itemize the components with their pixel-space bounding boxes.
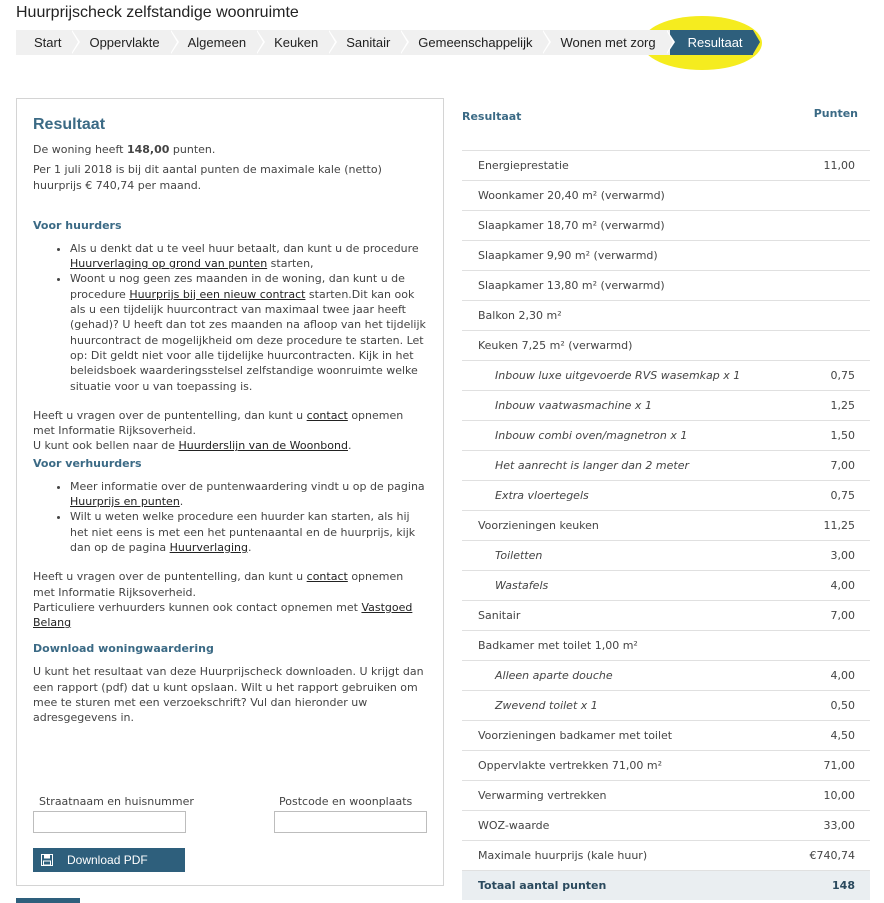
step-algemeen[interactable]: Algemeen [170,30,257,55]
huurderslijn-link[interactable]: Huurderslijn van de Woonbond [178,439,348,453]
row-label: Alleen aparte douche [495,669,613,682]
vastgoed-belang-link[interactable]: Vastgoed Belang [33,600,413,630]
list-item: • Woont u nog geen zes maanden in de woning, dan kunt u de procedure Huurprijs bij een nieuw contract starten.Dit kan ook als u een tijdelijk huurcontract van maximaal twee jaar heeft (gehad)? U heeft dan tot zes maanden na afloop van het tijdelijk huurcontract de mogelijkheid om deze procedure te starten. Let op: Dit geldt niet voor alle tijdelijke huurcontracten. Kijk in het beleidsboek waarderingsstelsel zelfstandige woonruimte welke situatie voor u van toepassing is. [70,271,427,393]
table-row [462,480,870,510]
table-row [462,840,870,870]
download-text: U kunt het resultaat van deze Huurprijscheck downloaden. U krijgt dan een rapport (pdf) dat u kunt opslaan. Wilt u het rapport gebruiken om mee te sturen met een verzoekschrift? Vul dan hieronder uw adresgegevens in. [33,665,424,725]
landlords-contact-text: Heeft u vragen over de puntentelling, dan kunt u contact opnemen met Informatie Rijksoverheid. [33,570,404,599]
huurverlaging-punten-link[interactable]: Huurverlaging op grond van punten [70,257,268,271]
postcode-label: Postcode en woonplaats [279,795,413,808]
row-label: Voorzieningen keuken [478,519,599,532]
download-heading: Download woningwaardering [33,642,214,656]
row-value: 1,25 [830,399,855,412]
table-row [462,660,870,690]
row-label: Balkon 2,30 m² [478,309,562,322]
row-value: 0,75 [830,369,855,382]
scroll-indicator [16,898,80,903]
street-label: Straatnaam en huisnummer [39,795,194,808]
row-label: Keuken 7,25 m² (verwarmd) [478,339,633,352]
huurprijs-nieuw-contract-link[interactable]: Huurprijs bij een nieuw contract [129,287,306,301]
row-label: Inbouw combi oven/magnetron x 1 [495,429,688,442]
table-row [462,240,870,270]
result-column-header: Resultaat [462,110,522,123]
page-title: Huurprijscheck zelfstandige woonruimte [16,4,299,21]
table-row [462,540,870,570]
table-row [462,810,870,840]
step-gemeenschappelijk[interactable]: Gemeenschappelijk [400,30,542,55]
table-header [462,100,870,150]
result-heading: Resultaat [33,116,106,133]
huurprijs-en-punten-link[interactable]: Huurprijs en punten [70,495,180,509]
step-keuken[interactable]: Keuken [256,30,328,55]
row-label: Zwevend toilet x 1 [495,699,598,712]
tenants-contact-text: Heeft u vragen over de puntentelling, dan kunt u contact opnemen met Informatie Rijksoverheid. [33,408,404,438]
row-value: 10,00 [823,789,855,802]
table-row [462,630,870,660]
points-table [462,100,870,900]
table-row [462,510,870,540]
postcode-input[interactable] [274,811,427,833]
contact-link[interactable]: contact [306,408,348,422]
row-value: 33,00 [823,819,855,832]
row-label: Slaapkamer 18,70 m² (verwarmd) [478,219,665,232]
row-label: WOZ-waarde [478,819,550,832]
row-label: Sanitair [478,609,521,622]
table-row [462,690,870,720]
row-label: Het aanrecht is langer dan 2 meter [495,459,690,472]
row-value: 4,00 [830,579,855,592]
step-wonen-met-zorg[interactable]: Wonen met zorg [542,30,665,55]
table-row [462,360,870,390]
floppy-disk-icon [41,854,53,866]
step-navigation [16,30,753,55]
table-row [462,390,870,420]
row-value: 4,00 [830,669,855,682]
total-value: 148 [832,879,855,892]
landlords-list [70,479,427,555]
table-row [462,180,870,210]
list-item: • Wilt u weten welke procedure een huurder kan starten, als hij het niet eens is met een het puntenaantal en de huurprijs, kijk dan op de pagina Huurverlaging. [70,509,427,555]
row-value: 0,75 [830,489,855,502]
row-label: Woonkamer 20,40 m² (verwarmd) [478,189,665,202]
row-value: 7,00 [830,609,855,622]
table-row [462,450,870,480]
tenants-list [70,241,427,394]
list-item: • Als u denkt dat u te veel huur betaalt, dan kunt u de procedure Huurverlaging op grond van punten starten, [70,241,427,272]
list-item: • Meer informatie over de puntenwaardering vindt u op de pagina Huurprijs en punten. [70,479,427,510]
row-label: Maximale huurprijs (kale huur) [478,849,648,862]
table-row [462,750,870,780]
table-row [462,600,870,630]
table-row [462,720,870,750]
max-rent-text: Per 1 juli 2018 is bij dit aantal punten de maximale kale (netto) huurprijs € 740,74 per maand. [33,163,382,192]
table-row [462,570,870,600]
row-value: 11,00 [823,159,855,172]
row-value: 11,25 [823,519,855,532]
row-value: 1,50 [830,429,855,442]
huurderslijn-text: U kunt ook bellen naar de Huurderslijn van de Woonbond. [33,439,352,453]
table-row [462,270,870,300]
row-label: Extra vloertegels [495,489,589,502]
row-value: 4,50 [830,729,855,742]
table-body [462,150,870,870]
contact-link[interactable]: contact [306,570,348,584]
row-label: Badkamer met toilet 1,00 m² [478,639,638,652]
step-oppervlakte[interactable]: Oppervlakte [71,30,169,55]
vastgoed-belang-text: Particuliere verhuurders kunnen ook contact opnemen met Vastgoed Belang [33,600,413,630]
row-label: Energieprestatie [478,159,569,172]
row-value: €740,74 [809,849,855,862]
table-row [462,420,870,450]
row-label: Wastafels [495,579,549,592]
row-label: Inbouw luxe uitgevoerde RVS wasemkap x 1 [495,369,741,382]
row-value: 0,50 [830,699,855,712]
table-row [462,780,870,810]
points-summary: De woning heeft 148,00 punten. [33,143,216,156]
row-label: Slaapkamer 13,80 m² (verwarmd) [478,279,665,292]
huurverlaging-link[interactable]: Huurverlaging [169,540,248,554]
step-resultaat[interactable]: Resultaat [670,30,753,55]
download-pdf-button[interactable]: Download PDF [33,848,185,872]
landlords-heading: Voor verhuurders [33,456,142,470]
total-row [462,870,870,900]
row-label: Toiletten [495,549,543,562]
street-input[interactable] [33,811,186,833]
row-label: Inbouw vaatwasmachine x 1 [495,399,652,412]
tenants-heading: Voor huurders [33,218,122,232]
table-row [462,210,870,240]
table-row [462,300,870,330]
row-label: Oppervlakte vertrekken 71,00 m² [478,759,663,772]
table-row [462,330,870,360]
step-sanitair[interactable]: Sanitair [328,30,400,55]
row-label: Voorzieningen badkamer met toilet [478,729,673,742]
row-label: Verwarming vertrekken [478,789,607,802]
row-value: 3,00 [830,549,855,562]
row-value: 7,00 [830,459,855,472]
row-label: Slaapkamer 9,90 m² (verwarmd) [478,249,658,262]
step-start[interactable]: Start [16,30,71,55]
row-value: 71,00 [823,759,855,772]
points-column-header: Punten [813,107,858,120]
total-label: Totaal aantal punten [478,879,607,892]
result-panel [16,98,444,886]
table-row [462,150,870,180]
